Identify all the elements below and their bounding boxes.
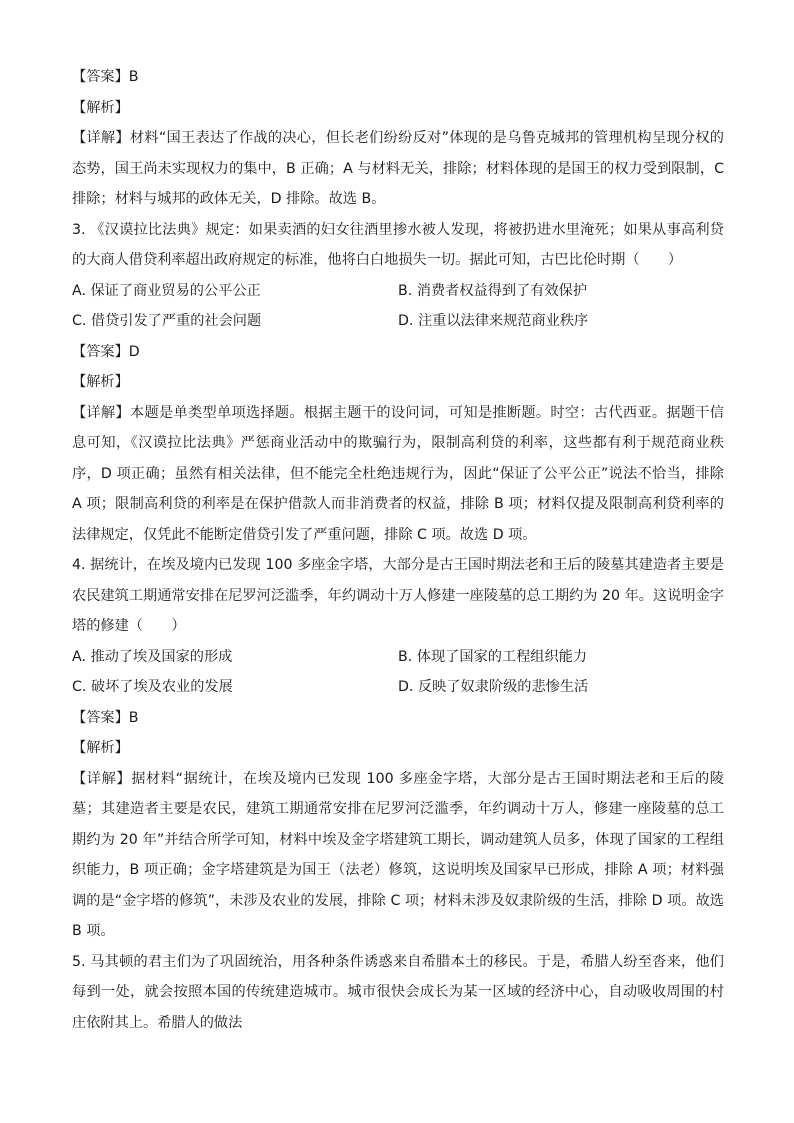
option-a: A. 推动了埃及国家的形成 <box>72 648 233 665</box>
option-b: B. 体现了国家的工程组织能力 <box>398 648 588 665</box>
option-c: C. 借贷引发了严重的社会问题 <box>72 313 262 329</box>
option-b: B. 消费者权益得到了有效保护 <box>398 282 588 299</box>
detail-3: 【详解】本题是单类型单项选择题。根据主题干的设问词，可知是推断题。时空：古代西亚。据题干信息可知，《汉谟拉比法典》严惩商业活动中的欺骗行为，限制高利贷的利率，这些都有利于规范商业秩序，D 项正确；虽然有相关法律，但不能完全杜绝违规行为，因此“保证了公平公正”说法不恰当，排除 A 项；限制高利贷的利率是在保护借款人而非消费者的权益，排除 B 项；材料仅提及限制高利贷利率的法律规定，仅凭此不能断定借贷引发了严重问题，排除 C 项。故选 D 项。 <box>72 404 724 543</box>
answer-4: 【答案】B <box>72 709 139 726</box>
question-4-options-row <box>72 672 724 703</box>
option-a: A. 保证了商业贸易的公平公正 <box>72 282 261 299</box>
question-5: 5. 马其顿的君主们为了巩固统治，用各种条件诱惑来自希腊本土的移民。于是，希腊人纷至沓来，他们每到一处，就会按照本国的传统建造城市。城市很快会成长为某一区域的经济中心，自动吸收周围的村庄依附其上。希腊人的做法 <box>72 953 724 1031</box>
answer-2: 【答案】B <box>72 69 139 85</box>
detail-2: 【详解】材料“国王表达了作战的决心，但长老们纷纷反对”体现的是乌鲁克城邦的管理机构呈现分权的态势，国王尚未实现权力的集中，B 正确；A 与材料无关，排除；材料体现的是国王的权力受到限制，C 排除；材料与城邦的政体无关，D 排除。故选 B。 <box>72 130 724 207</box>
analysis-2-label: 【解析】 <box>72 99 129 116</box>
document-page <box>72 62 724 1038</box>
option-d: D. 反映了奴隶阶级的悲惨生活 <box>398 679 589 695</box>
detail-4: 【详解】据材料“据统计，在埃及境内已发现 100 多座金字塔，大部分是古王国时期法老和王后的陵墓；其建造者主要是农民，建筑工期通常安排在尼罗河泛滥季，年约调动十万人，修建一座陵墓的总工期约为 20 年”并结合所学可知，材料中埃及金字塔建筑工期长，调动建筑人员多，体现了国家的工程组织能力，B 项正确；金字塔建筑是为国王（法老）修筑，这说明埃及国家早已形成，排除 A 项；材料强调的是“金字塔的修筑”，未涉及农业的发展，排除 C 项；材料未涉及奴隶阶级的生活，排除 D 项。故选 B 项。 <box>72 770 724 939</box>
question-3-options-row <box>72 276 724 307</box>
question-3: 3. 《汉谟拉比法典》规定：如果卖酒的妇女往酒里掺水被人发现，将被扔进水里淹死；如果从事高利贷的大商人借贷利率超出政府规定的标准，他将白白地损失一切。据此可知，古巴比伦时期（ ） <box>72 221 724 268</box>
analysis-4-label: 【解析】 <box>72 740 129 756</box>
question-4-options-row <box>72 642 724 673</box>
analysis-3-label: 【解析】 <box>72 374 129 390</box>
question-4: 4. 据统计，在埃及境内已发现 100 多座金字塔，大部分是古王国时期法老和王后的陵墓其建造者主要是农民建筑工期通常安排在尼罗河泛滥季，年约调动十万人修建一座陵墓的总工期约为 20 年。这说明金字塔的修建（ ） <box>72 557 724 634</box>
answer-3: 【答案】D <box>72 343 140 360</box>
question-3-options-row <box>72 306 724 337</box>
option-c: C. 破坏了埃及农业的发展 <box>72 679 233 695</box>
option-d: D. 注重以法律来规范商业秩序 <box>398 313 589 329</box>
